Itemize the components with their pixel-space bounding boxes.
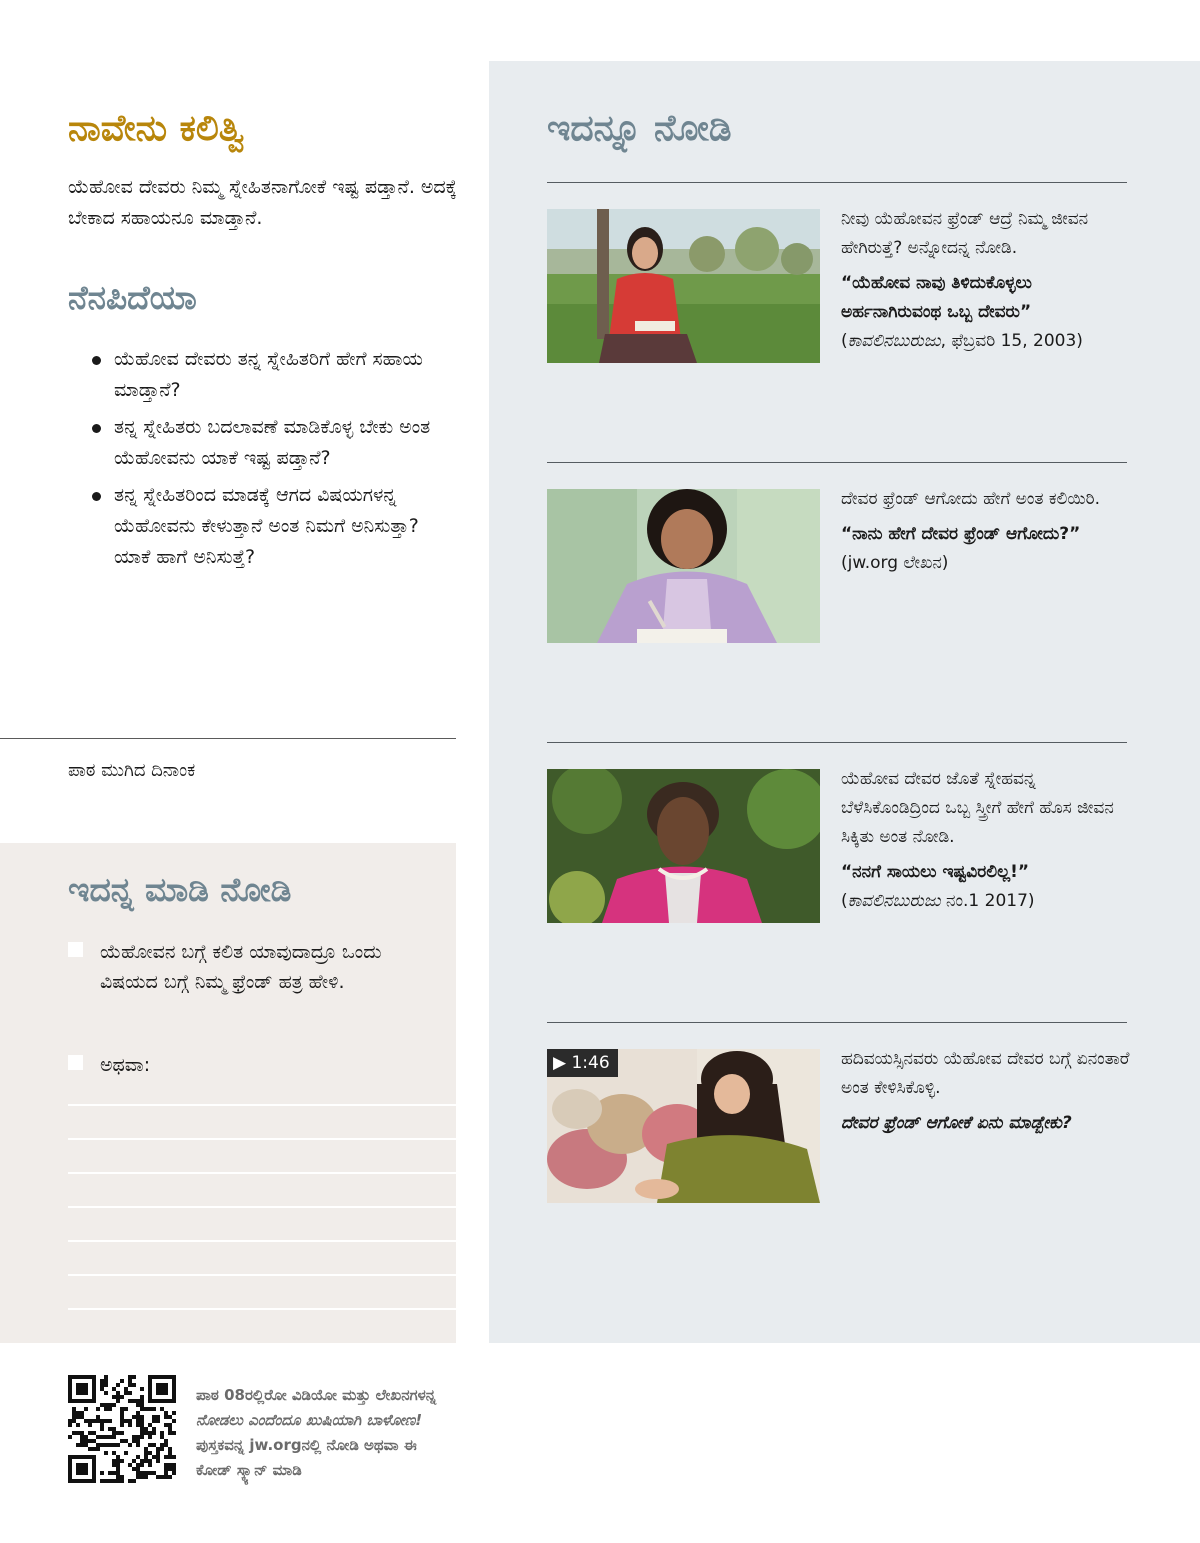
footer-line: ಪಾಠ 08ರಲ್ಲಿರೋ ವಿಡಿಯೋ ಮತ್ತು ಲೇಖನಗಳನ್ನ	[196, 1386, 437, 1404]
write-line[interactable]	[68, 1104, 456, 1106]
learned-title: ನಾವೇನು ಕಲಿತ್ವಿ	[68, 108, 245, 149]
write-line[interactable]	[68, 1240, 456, 1242]
bullet-icon	[92, 356, 101, 365]
article-thumbnail-smiling-woman[interactable]	[547, 769, 820, 923]
divider	[547, 742, 1127, 743]
article-link-title-text[interactable]: “ನಾನು ಹೇಗೆ ದೇವರ ಫ್ರೆಂಡ್ ಆಗೋದು?”	[841, 524, 1081, 544]
divider	[547, 182, 1127, 183]
play-icon: ▶	[553, 1053, 567, 1073]
item-source-open: (	[841, 891, 848, 911]
see-also-item	[841, 485, 1131, 578]
divider	[0, 738, 456, 739]
item-source-date: ನಂ.1 2017)	[940, 891, 1035, 911]
task-alt-label: ಅಥವಾ:	[100, 1054, 151, 1076]
bullet-icon	[92, 424, 101, 433]
task-checkbox-alt[interactable]	[68, 1055, 83, 1070]
write-line[interactable]	[68, 1172, 456, 1174]
video-duration-badge	[547, 1049, 618, 1077]
divider	[547, 1022, 1127, 1023]
item-description: ಯೆಹೋವ ದೇವರ ಜೊತೆ ಸ್ನೇಹವನ್ನ ಬೆಳೆಸಿಕೊಂಡಿದ್ರಿಂದ ಒಬ್ಬ ಸ್ತ್ರೀಗೆ ಹೇಗೆ ಹೊಸ ಜೀವನ ಸಿಕ್ಕಿತು ಅಂತ ನೋಡಿ.	[841, 769, 1114, 847]
divider	[547, 462, 1127, 463]
item-source-publication: ಕಾವಲಿನಬುರುಜು	[847, 331, 941, 351]
item-source	[841, 327, 1131, 356]
remember-item-text: ಯೆಹೋವ ದೇವರು ತನ್ನ ಸ್ನೇಹಿತರಿಗೆ ಹೇಗೆ ಸಹಾಯ ಮಾಡ್ತಾನೆ?	[114, 348, 423, 401]
remember-item	[92, 344, 442, 406]
write-line[interactable]	[68, 1138, 456, 1140]
item-description: ಹದಿವಯಸ್ಸಿನವರು ಯೆಹೋವ ದೇವರ ಬಗ್ಗೆ ಏನಂತಾರೆ ಅಂತ ಕೇಳಿಸಿಕೊಳ್ಳಿ.	[841, 1049, 1130, 1098]
item-source-date: , ಫೆಬ್ರವರಿ 15, 2003)	[940, 331, 1083, 351]
write-line[interactable]	[68, 1274, 456, 1276]
footer-book-title: ನೋಡಲು ಎಂದೆಂದೂ ಖುಷಿಯಾಗಿ ಬಾಳೋಣ!	[196, 1411, 423, 1429]
article-thumbnail-woman-orchard[interactable]	[547, 209, 820, 363]
footer-line: ಪುಸ್ತಕವನ್ನ jw.orgನಲ್ಲಿ ನೋಡಿ ಅಥವಾ ಈ	[196, 1436, 417, 1454]
footer-text	[196, 1383, 556, 1483]
article-link-title[interactable]	[841, 520, 1131, 578]
item-source-publication: ಕಾವಲಿನಬುರುಜು	[847, 891, 941, 911]
try-this-title: ಇದನ್ನ ಮಾಡಿ ನೋಡಿ	[68, 870, 292, 909]
task-checkbox[interactable]	[68, 942, 83, 957]
article-link-title[interactable]: “ಯೆಹೋವ ನಾವು ತಿಳಿದುಕೊಳ್ಳಲು ಅರ್ಹನಾಗಿರುವಂಥ ಒಬ್ಬ ದೇವರು”	[841, 273, 1032, 322]
remember-item-text: ತನ್ನ ಸ್ನೇಹಿತರು ಬದಲಾವಣೆ ಮಾಡಿಕೊಳ್ಳ ಬೇಕು ಅಂತ ಯೆಹೋವನು ಯಾಕೆ ಇಷ್ಟ ಪಡ್ತಾನೆ?	[114, 416, 431, 469]
see-also-item	[841, 205, 1131, 356]
article-thumbnail-woman-studying[interactable]	[547, 489, 820, 643]
thumbnail-image	[547, 489, 820, 643]
video-thumbnail-girl-praying[interactable]	[547, 1049, 820, 1203]
try-this-box	[0, 843, 456, 1343]
thumbnail-image	[547, 209, 820, 363]
qr-code-image	[68, 1375, 176, 1483]
video-duration: 1:46	[571, 1053, 610, 1073]
remember-item-text: ತನ್ನ ಸ್ನೇಹಿತರಿಂದ ಮಾಡಕ್ಕೆ ಆಗದ ವಿಷಯಗಳನ್ನ ಯೆಹೋವನು ಕೇಳುತ್ತಾನೆ ಅಂತ ನಿಮಗೆ ಅನಿಸುತ್ತಾ? ಯಾಕೆ ಹಾಗೆ ಅನಿಸುತ್ತೆ?	[114, 484, 419, 568]
see-also-item	[841, 1045, 1131, 1138]
write-line[interactable]	[68, 1308, 456, 1310]
see-also-item	[841, 765, 1131, 916]
item-description: ನೀವು ಯೆಹೋವನ ಫ್ರೆಂಡ್ ಆದ್ರೆ ನಿಮ್ಮ ಜೀವನ ಹೇಗಿರುತ್ತೆ? ಅನ್ನೋದನ್ನ ನೋಡಿ.	[841, 209, 1089, 258]
task-text: ಯೆಹೋವನ ಬಗ್ಗೆ ಕಲಿತ ಯಾವುದಾದ್ರೂ ಒಂದು ವಿಷಯದ ಬಗ್ಗೆ ನಿಮ್ಮ ಫ್ರೆಂಡ್ ಹತ್ರ ಹೇಳಿ.	[100, 941, 382, 993]
see-also-title: ಇದನ್ನೂ ನೋಡಿ	[547, 108, 732, 149]
bullet-icon	[92, 492, 101, 501]
remember-list	[92, 344, 442, 579]
remember-title: ನೆನಪಿದೆಯಾ	[68, 278, 197, 317]
footer-line: ಕೋಡ್ ಸ್ಕ್ಯಾನ್ ಮಾಡಿ	[196, 1461, 302, 1479]
write-line[interactable]	[68, 1206, 456, 1208]
item-source	[841, 887, 1131, 916]
learned-summary: ಯೆಹೋವ ದೇವರು ನಿಮ್ಮ ಸ್ನೇಹಿತನಾಗೋಕೆ ಇಷ್ಟ ಪಡ್ತಾನೆ. ಅದಕ್ಕೆ ಬೇಕಾದ ಸಹಾಯನೂ ಮಾಡ್ತಾನೆ.	[68, 176, 457, 229]
remember-item	[92, 480, 442, 573]
completion-date-label: ಪಾಠ ಮುಗಿದ ದಿನಾಂಕ	[68, 760, 196, 781]
qr-code[interactable]	[68, 1375, 176, 1483]
remember-item	[92, 412, 442, 474]
item-source-open: (	[841, 331, 848, 351]
thumbnail-image	[547, 769, 820, 923]
item-description: ದೇವರ ಫ್ರೆಂಡ್ ಆಗೋದು ಹೇಗೆ ಅಂತ ಕಲಿಯಿರಿ.	[841, 489, 1100, 509]
video-link-title[interactable]: ದೇವರ ಫ್ರೆಂಡ್ ಆಗೋಕೆ ಏನು ಮಾಡ್ಬೇಕು?	[841, 1113, 1072, 1133]
article-link-title[interactable]: “ನನಗೆ ಸಾಯಲು ಇಷ್ಟವಿರಲಿಲ್ಲ!”	[841, 862, 1030, 882]
item-source: (jw.org ಲೇಖನ)	[841, 553, 949, 573]
